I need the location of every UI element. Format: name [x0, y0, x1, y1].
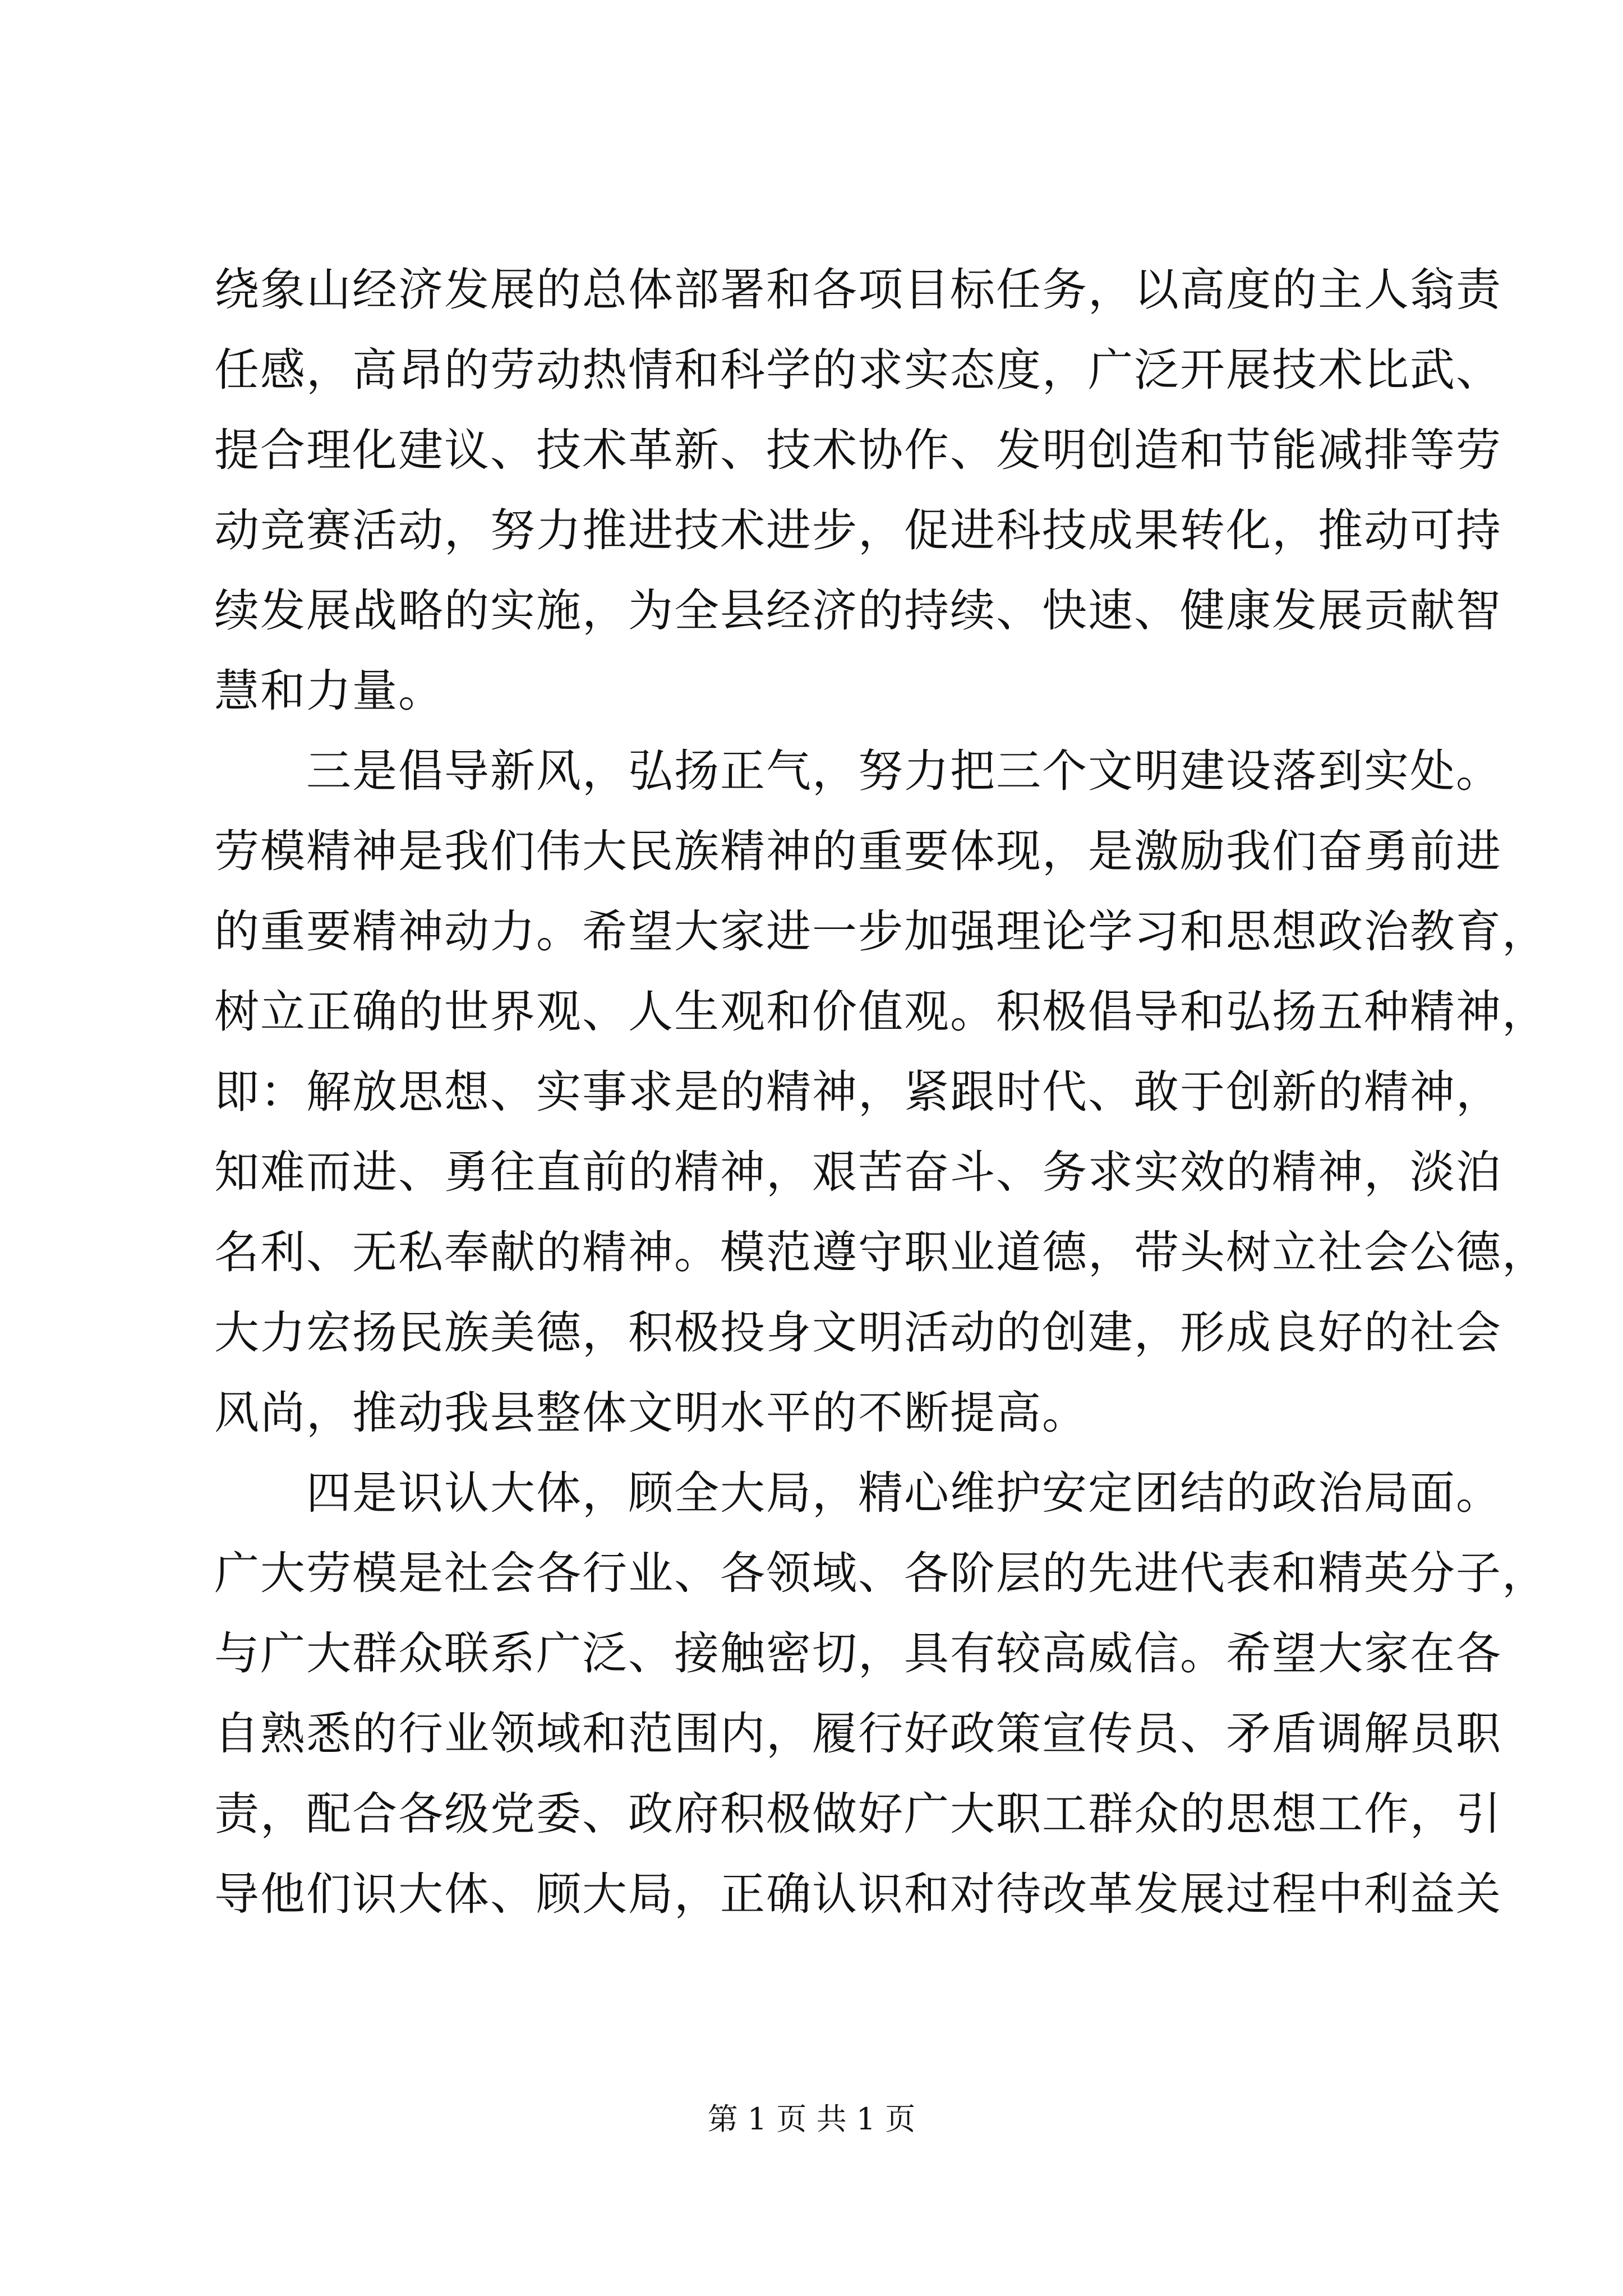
text-line: 续发展战略的实施，为全县经济的持续、快速、健康发展贡献智	[214, 585, 1502, 637]
text-line: 导他们识大体、顾大局，正确认识和对待改革发展过程中利益关	[214, 1868, 1502, 1920]
text-line: 名利、无私奉献的精神。模范遵守职业道德，带头树立社会公德，	[214, 1226, 1548, 1278]
text-line: 慧和力量。	[214, 665, 444, 717]
page-footer: 第 1 页 共 1 页	[707, 2101, 916, 2137]
text-line: 绕象山经济发展的总体部署和各项目标任务，以高度的主人翁责	[214, 264, 1502, 316]
text-line: 广大劳模是社会各行业、各领域、各阶层的先进代表和精英分子，	[214, 1547, 1548, 1599]
text-line: 三是倡导新风，弘扬正气，努力把三个文明建设落到实处。	[214, 745, 1502, 797]
text-line: 即：解放思想、实事求是的精神，紧跟时代、敢于创新的精神，	[214, 1066, 1502, 1118]
text-line: 自熟悉的行业领域和范围内，履行好政策宣传员、矛盾调解员职	[214, 1708, 1502, 1760]
text-line: 的重要精神动力。希望大家进一步加强理论学习和思想政治教育，	[214, 905, 1548, 958]
text-line: 大力宏扬民族美德，积极投身文明活动的创建，形成良好的社会	[214, 1306, 1502, 1359]
text-line: 四是识认大体，顾全大局，精心维护安定团结的政治局面。	[214, 1467, 1502, 1519]
text-line: 与广大群众联系广泛、接触密切，具有较高威信。希望大家在各	[214, 1627, 1502, 1680]
text-line: 知难而进、勇往直前的精神，艰苦奋斗、务求实效的精神，淡泊	[214, 1146, 1502, 1198]
text-line: 任感，高昂的劳动热情和科学的求实态度，广泛开展技术比武、	[214, 344, 1502, 396]
text-line: 责，配合各级党委、政府积极做好广大职工群众的思想工作，引	[214, 1788, 1502, 1840]
text-line: 提合理化建议、技术革新、技术协作、发明创造和节能减排等劳	[214, 424, 1502, 476]
text-line: 树立正确的世界观、人生观和价值观。积极倡导和弘扬五种精神，	[214, 986, 1548, 1038]
text-line: 劳模精神是我们伟大民族精神的重要体现，是激励我们奋勇前进	[214, 825, 1502, 877]
text-line: 动竞赛活动，努力推进技术进步，促进科技成果转化，推动可持	[214, 504, 1502, 556]
document-body	[214, 250, 1548, 1934]
text-line: 风尚，推动我县整体文明水平的不断提高。	[214, 1387, 1088, 1439]
